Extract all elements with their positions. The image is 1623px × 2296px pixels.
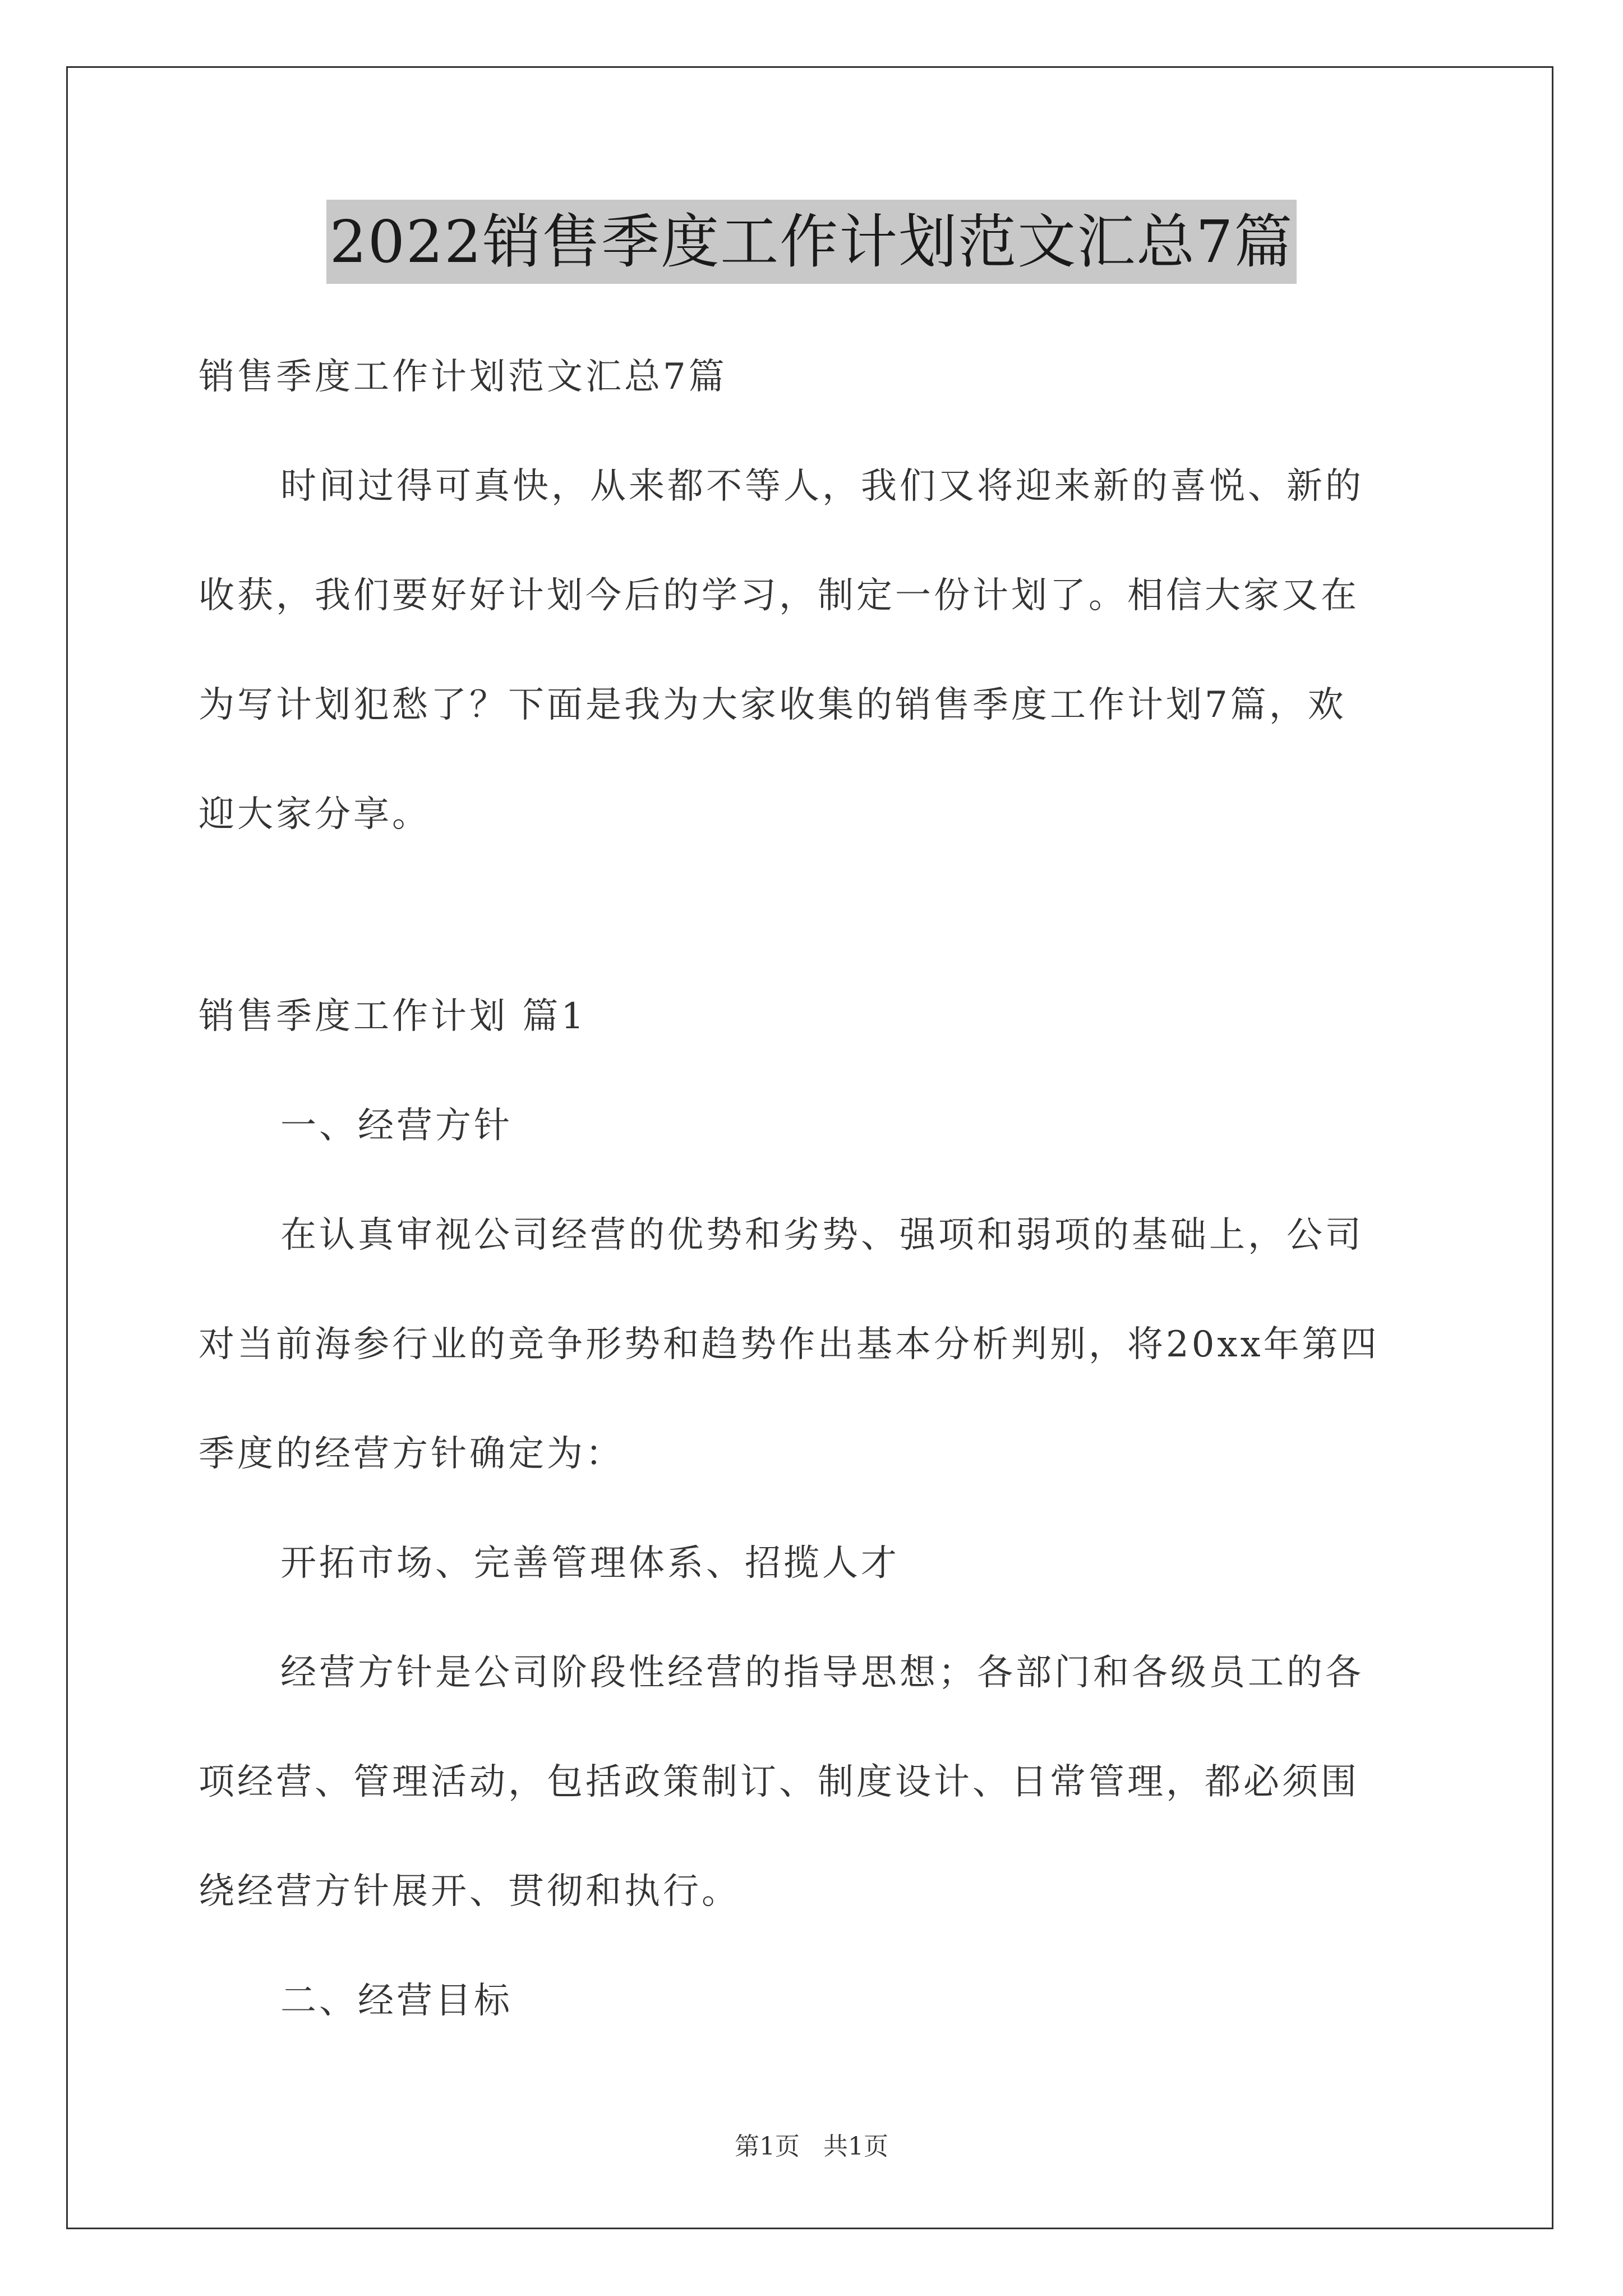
paragraph-line: 经营方针是公司阶段性经营的指导思想；各部门和各级员工的各 bbox=[280, 1652, 1364, 1694]
subtitle-line: 销售季度工作计划范文汇总7篇 bbox=[199, 356, 727, 398]
subsection-heading: 一、经营方针 bbox=[280, 1105, 513, 1147]
page-footer: 第1页 共1页 bbox=[735, 2132, 888, 2161]
paragraph-line: 开拓市场、完善管理体系、招揽人才 bbox=[280, 1543, 900, 1584]
paragraph-line: 时间过得可真快，从来都不等人，我们又将迎来新的喜悦、新的 bbox=[280, 466, 1364, 507]
paragraph-line: 为写计划犯愁了？下面是我为大家收集的销售季度工作计划7篇，欢 bbox=[199, 684, 1347, 726]
paragraph-line: 绕经营方针展开、贯彻和执行。 bbox=[199, 1871, 740, 1912]
section-heading: 销售季度工作计划 篇1 bbox=[199, 996, 587, 1037]
subsection-heading: 二、经营目标 bbox=[280, 1980, 513, 2022]
title-container bbox=[0, 200, 1623, 284]
paragraph-line: 季度的经营方针确定为： bbox=[199, 1433, 624, 1475]
paragraph-line: 在认真审视公司经营的优势和劣势、强项和弱项的基础上，公司 bbox=[280, 1214, 1364, 1256]
paragraph-line: 收获，我们要好好计划今后的学习，制定一份计划了。相信大家又在 bbox=[199, 575, 1359, 616]
paragraph-line: 迎大家分享。 bbox=[199, 794, 431, 835]
document-title: 2022销售季度工作计划范文汇总7篇 bbox=[326, 200, 1297, 284]
paragraph-line: 对当前海参行业的竞争形势和趋势作出基本分析判别，将20xx年第四 bbox=[199, 1324, 1380, 1365]
paragraph-line: 项经营、管理活动，包括政策制订、制度设计、日常管理，都必须围 bbox=[199, 1761, 1359, 1803]
